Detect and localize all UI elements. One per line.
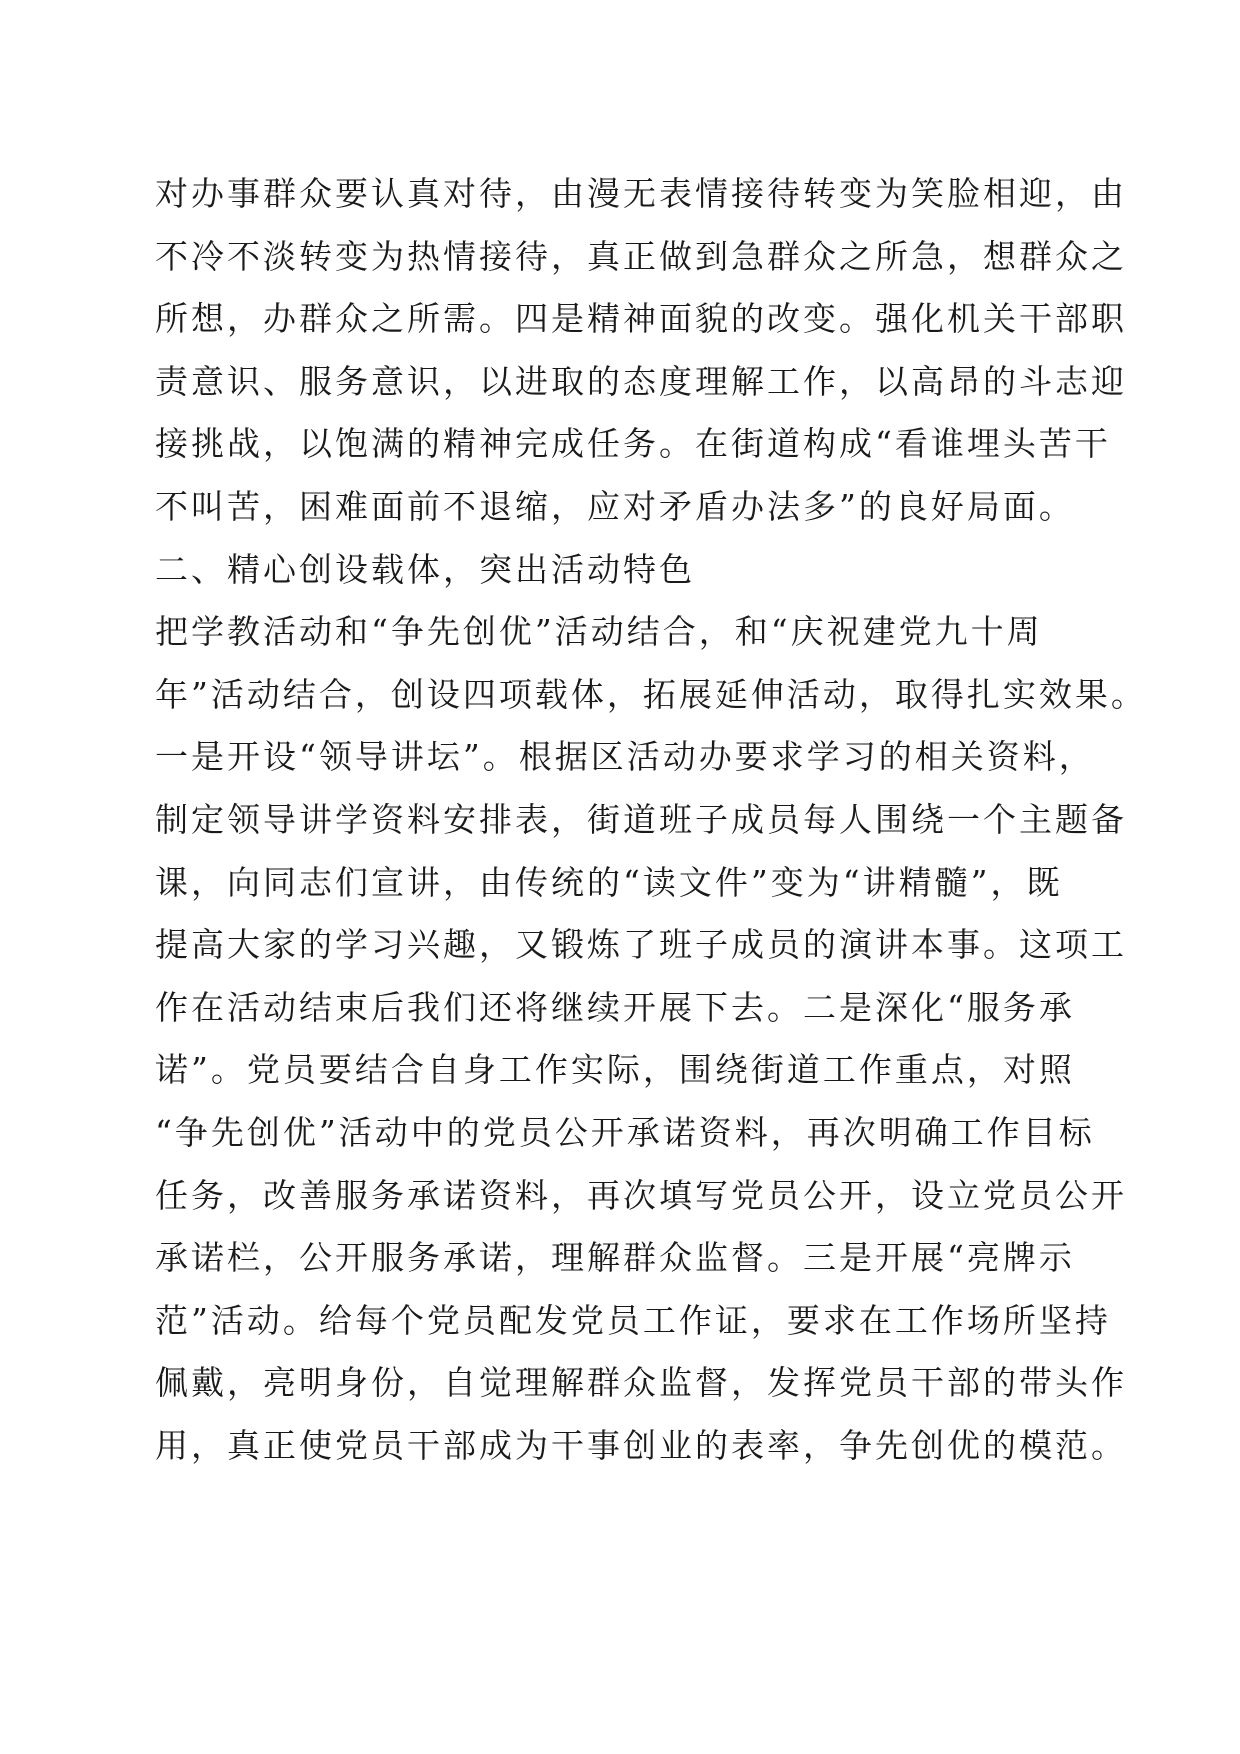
text-line: 把学教活动和“争先创优”活动结合，和“庆祝建党九十周 [155, 612, 1043, 652]
text-line: 不冷不淡转变为热情接待，真正做到急群众之所急，想群众之 [155, 236, 1127, 276]
text-line: 承诺栏，公开服务承诺，理解群众监督。三是开展“亮牌示 [155, 1238, 1075, 1278]
text-line: “争先创优”活动中的党员公开承诺资料，再次明确工作目标 [155, 1112, 1095, 1152]
text-line: 所想，办群众之所需。四是精神面貌的改变。强化机关干部职 [155, 299, 1127, 339]
text-line: 作在活动结束后我们还将继续开展下去。二是深化“服务承 [155, 987, 1075, 1027]
text-line: 不叫苦，困难面前不退缩，应对矛盾办法多”的良好局面。 [155, 486, 1075, 526]
body-text [155, 163, 1147, 1477]
text-line: 任务，改善服务承诺资料，再次填写党员公开，设立党员公开 [155, 1175, 1127, 1215]
text-line: 提高大家的学习兴趣，又锻炼了班子成员的演讲本事。这项工 [155, 925, 1127, 965]
text-line: 责意识、服务意识，以进取的态度理解工作，以高昂的斗志迎 [155, 361, 1127, 401]
text-line: 佩戴，亮明身份，自觉理解群众监督，发挥党员干部的带头作 [155, 1363, 1127, 1403]
text-line: 制定领导讲学资料安排表，街道班子成员每人围绕一个主题备 [155, 799, 1127, 839]
text-line: 接挑战，以饱满的精神完成任务。在街道构成“看谁埋头苦干 [155, 424, 1111, 464]
text-line: 一是开设“领导讲坛”。根据区活动办要求学习的相关资料， [155, 737, 1095, 777]
text-line: 用，真正使党员干部成为干事创业的表率，争先创优的模范。 [155, 1425, 1127, 1465]
text-line: 对办事群众要认真对待，由漫无表情接待转变为笑脸相迎，由 [155, 174, 1127, 213]
section-heading: 二、精心创设载体，突出活动特色 [155, 549, 695, 589]
text-line: 课，向同志们宣讲，由传统的“读文件”变为“讲精髓”，既 [155, 862, 1063, 902]
text-line: 诺”。党员要结合自身工作实际，围绕街道工作重点，对照 [155, 1050, 1075, 1090]
text-line: 年”活动结合，创设四项载体，拓展延伸活动，取得扎实效果。 [155, 674, 1147, 714]
text-line: 范”活动。给每个党员配发党员工作证，要求在工作场所坚持 [155, 1300, 1111, 1340]
